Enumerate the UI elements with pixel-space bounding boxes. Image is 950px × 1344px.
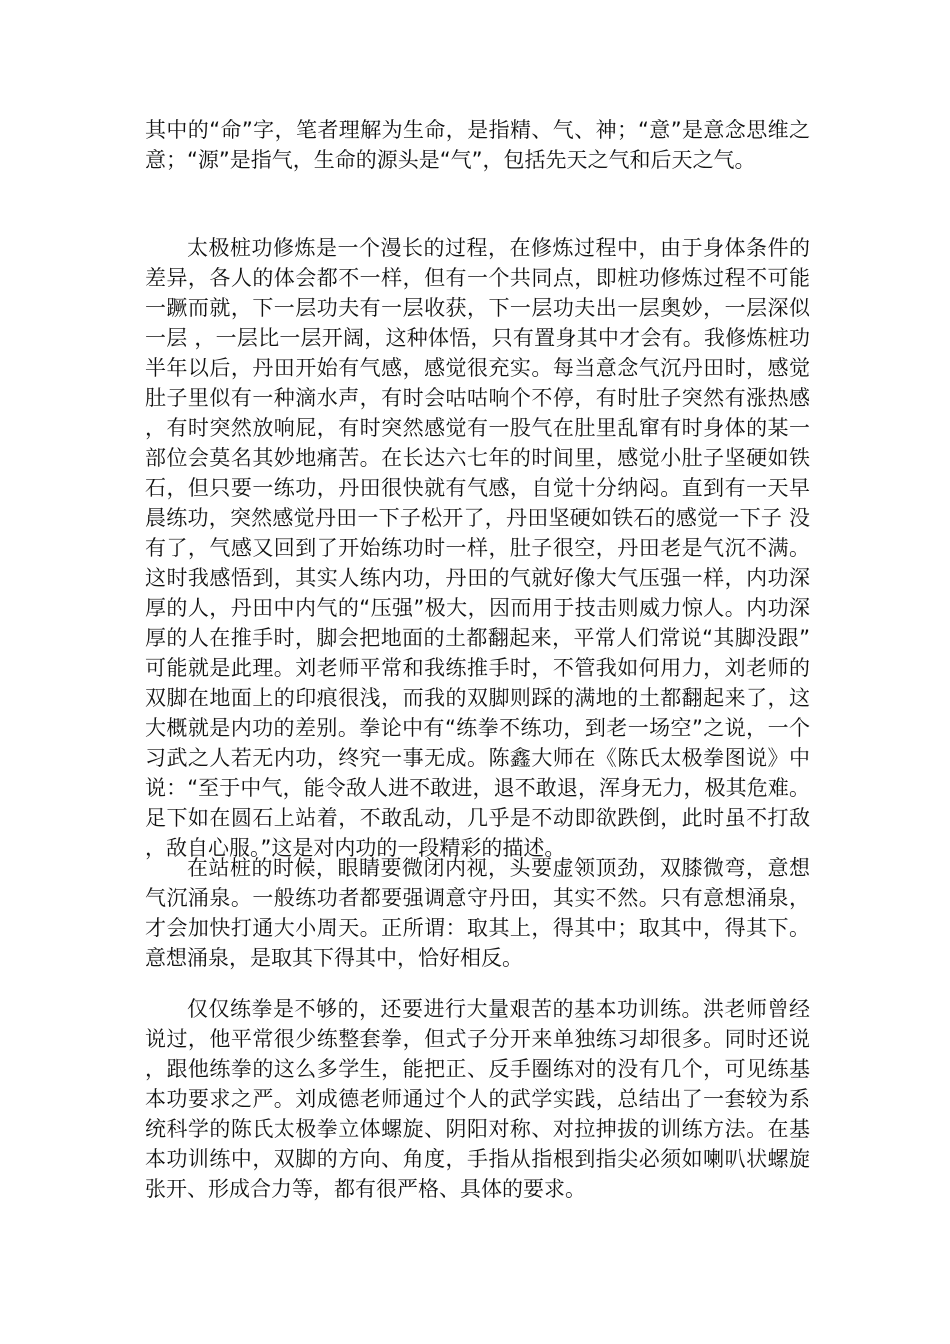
paragraph-zhuang-gong: 太极桩功修炼是一个漫长的过程，在修炼过程中，由于身体条件的差异，各人的体会都不一样，但有一个共同点，即桩功修炼过程不可能一蹶而就，下一层功夫有一层收获，下一层功夫出一层奥妙，一层深似一层 ，一层比一层开阔，这种体悟，只有置身其中才会有。我修炼桩功半年以后，丹田开始有气感，感觉很充实。每当意念气沉丹田时，感觉肚子里似有一种滴水声，有时会咕咕响个不停，有时肚子突然有涨热感，有时突然放响屁，有时突然感觉有一股气在肚里乱窜有时身体的某一部位会莫名其妙地痛苦。在长达六七年的时间里，感觉小肚子坚硬如铁石，但只要一练功，丹田很快就有气感，自觉十分纳闷。直到有一天早晨练功，突然感觉丹田一下子松开了，丹田坚硬如铁石的感觉一下子 没有了，气感又回到了开始练功时一样，肚子很空，丹田老是气沉不满。这时我感悟到，其实人练内功，丹田的气就好像大气压强一样，内功深厚的人，丹田中内气的“压强”极大，因而用于技击则威力惊人。内功深厚的人在推手时，脚会把地面的土都翻起来，平常人们常说“其脚没跟”可能就是此理。刘老师平常和我练推手时，不管我如何用力，刘老师的双脚在地面上的印痕很浅，而我的双脚则踩的满地的土都翻起来了，这大概就是内功的差别。拳论中有“练拳不练功，到老一场空”之说，一个习武之人若无内功，终究一事无成。陈鑫大师在《陈氏太极拳图说》中说：“至于中气，能令敌人进不敢进，退不敢退，浑身无力，极其危难。足下如在圆石上站着，不敢乱动，几乎是不动即欲跌倒，此时虽不打敌，敌自心服。”这是对内功的一段精彩的描述。 (145, 236, 810, 860)
paragraph-stance: 在站桩的时候，眼睛要微闭内视，头要虚领顶劲，双膝微弯，意想气沉涌泉。一般练功者都要强调意守丹田，其实不然。只有意想涌泉，才会加快打通大小周天。正所谓：取其上，得其中；取其中，得其下。意想涌泉，是取其下得其中，恰好相反。 (145, 856, 810, 970)
paragraph-intro: 其中的“命”字，笔者理解为生命，是指精、气、神；“意”是意念思维之意；“源”是指气，生命的源头是“气”，包括先天之气和后天之气。 (145, 118, 810, 172)
paragraph-basic-training: 仅仅练拳是不够的，还要进行大量艰苦的基本功训练。洪老师曾经说过，他平常很少练整套拳，但式子分开来单独练习却很多。同时还说，跟他练拳的这么多学生，能把正、反手圈练对的没有几个，可见练基本功要求之严。刘成德老师通过个人的武学实践，总结出了一套较为系统科学的陈氏太极拳立体螺旋、阴阳对称、对拉抻拔的训练方法。在基本功训练中，双脚的方向、角度，手指从指根到指尖必须如喇叭状螺旋张开、形成合力等，都有很严格、具体的要求。 (145, 997, 810, 1201)
